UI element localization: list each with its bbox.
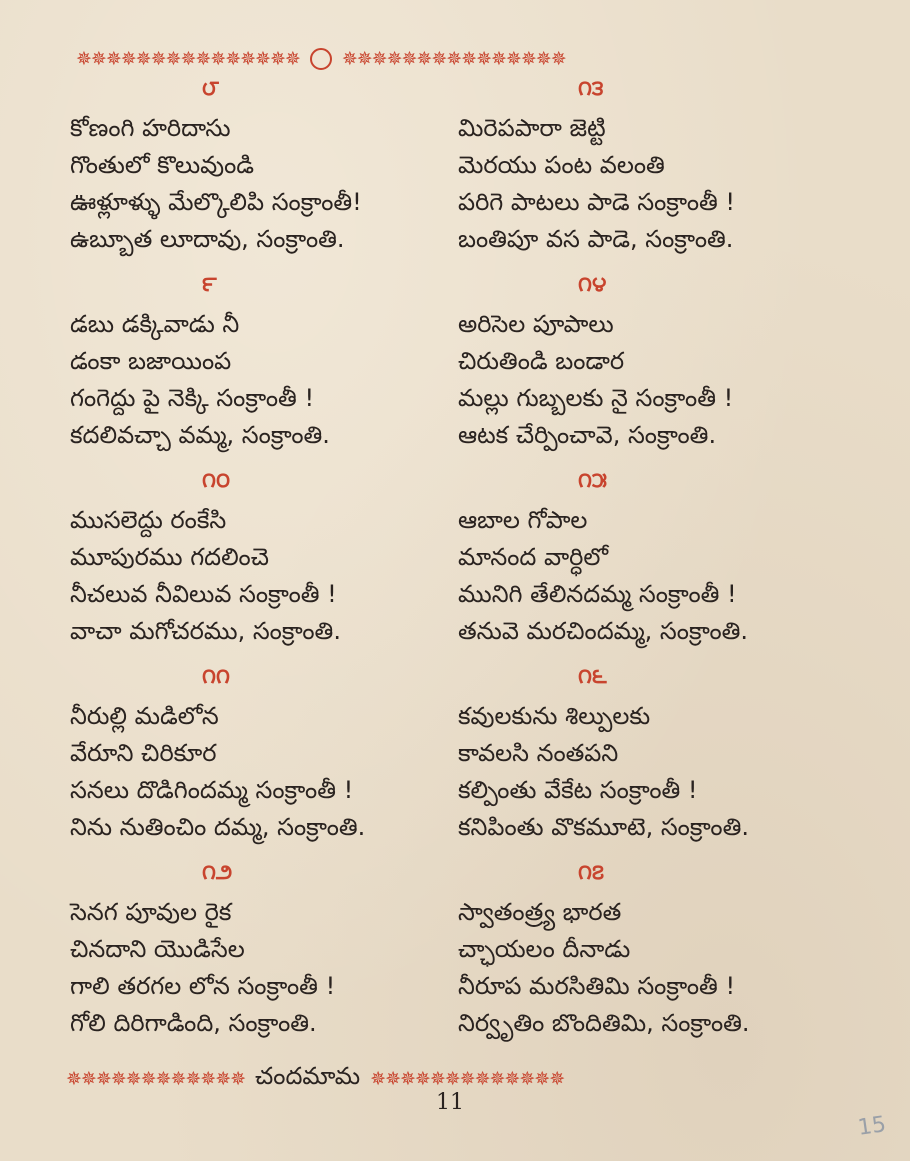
verse-line: చ్ఛాయలం దీనాడు [458, 935, 631, 963]
stanza [458, 660, 858, 856]
verse-line: గంగెద్దు పై నెక్కి సంక్రాంతీ ! [70, 384, 315, 412]
verse-line: ఆబాల గోపాల [458, 506, 588, 534]
verse-line: స్వాతంత్ర్య భారత [458, 898, 622, 926]
verse-line: మునిగి తేలినదమ్మ సంక్రాంతీ ! [458, 580, 737, 608]
right-column [458, 72, 858, 1052]
verse-line: సనలు దొడిగిందమ్మ సంక్రాంతీ ! [70, 776, 354, 804]
verse-line: కావలసి నంతపని [458, 739, 619, 767]
verse-line: నిను నుతించిం దమ్మ, సంక్రాంతి. [70, 813, 366, 841]
verse-line: తనువె మరచిందమ్మ, సంక్రాంతి. [458, 617, 749, 645]
stanza [458, 464, 858, 660]
stanza [458, 856, 858, 1052]
stanza-number: ౧౭ [578, 860, 604, 884]
verse-line: కల్పింతు వేకేట సంక్రాంతీ ! [458, 776, 698, 804]
stanza-number: ౧౫ [578, 468, 607, 492]
left-column [70, 72, 470, 1052]
stanza [70, 464, 470, 660]
page-number: 11 [436, 1090, 464, 1115]
verse-line: కనిపింతు వొకమూటె, సంక్రాంతి. [458, 813, 749, 841]
stanza-number: ౯ [202, 272, 217, 296]
verse-line: మానంద వార్ధిలో [458, 543, 609, 571]
verse-line: డంకా బజాయింప [70, 347, 232, 375]
verse-line: నీచలువ నీవిలువ సంక్రాంతీ ! [70, 580, 337, 608]
verse-line: గోలి దిరిగాడింది, సంక్రాంతి. [70, 1009, 317, 1037]
pencil-annotation: 15 [856, 1112, 888, 1141]
verse-line: వాచా మగోచరము, సంక్రాంతి. [70, 617, 341, 645]
bottom-border-stars-right: ✵✵✵✵✵✵✵✵✵✵✵✵✵ [370, 1067, 565, 1090]
verse-line: డబు డక్కివాడు నీ [70, 310, 240, 338]
verse-line: ఉబ్బూత లూదావు, సంక్రాంతి. [70, 225, 345, 253]
verse-line: మిరెపపారా జెట్టి [458, 114, 606, 142]
verse-line: మూపురము గదలించె [70, 543, 269, 571]
circle-ornament-icon [310, 48, 332, 70]
verse-line: చినదాని యొడిసేల [70, 935, 245, 963]
bottom-border-stars-left: ✵✵✵✵✵✵✵✵✵✵✵✵ [66, 1067, 246, 1090]
verse-line: కోణంగి హరిదాసు [70, 114, 231, 142]
verse-line: మెరయు పంట వలంతి [458, 151, 665, 179]
stanza-number: ౧౨ [202, 860, 233, 884]
verse-line: కవులకును శిల్పులకు [458, 702, 651, 730]
stanza-number: ౧౦ [202, 468, 231, 492]
verse-line: ఊళ్లూళ్ళు మేల్కొలిపి సంక్రాంతీ! [70, 188, 362, 216]
top-border-stars-right: ✵✵✵✵✵✵✵✵✵✵✵✵✵✵✵ [341, 47, 566, 70]
verse-line: వేరూని చిరికూర [70, 739, 217, 767]
verse-line: సెనగ పూవుల రైక [70, 898, 232, 926]
stanza [70, 856, 470, 1052]
stanza [70, 660, 470, 856]
magazine-title: చందమామ [255, 1064, 361, 1090]
verse-line: ఆటక చేర్పించావె, సంక్రాంతి. [458, 421, 717, 449]
verse-line: చిరుతిండి బండార [458, 347, 625, 375]
verse-line: కదలివచ్చా వమ్మ, సంక్రాంతి. [70, 421, 330, 449]
stanza-number: ౧౬ [578, 664, 607, 688]
verse-line: మల్లు గుబ్బలకు నై సంక్రాంతీ ! [458, 384, 734, 412]
verse-line: గాలి తరగల లోన సంక్రాంతీ ! [70, 972, 336, 1000]
verse-line: నిర్వృతిం బొందితిమి, సంక్రాంతి. [458, 1009, 750, 1037]
stanza [458, 72, 858, 268]
verse-line: బంతిపూ వస పాడె, సంక్రాంతి. [458, 225, 734, 253]
top-border-stars-left: ✵✵✵✵✵✵✵✵✵✵✵✵✵✵✵ [76, 47, 300, 70]
stanza-number: ౧౧ [202, 664, 230, 688]
stanza [458, 268, 858, 464]
verse-line: నీరూప మరసితిమి సంక్రాంతీ ! [458, 972, 736, 1000]
verse-line: అరిసెల పూపాలు [458, 310, 614, 338]
stanza-number: ౧౪ [578, 272, 607, 296]
top-ornamental-border [76, 44, 836, 74]
stanza [70, 72, 470, 268]
verse-line: ముసలెద్దు రంకేసి [70, 506, 227, 534]
stanza [70, 268, 470, 464]
stanza-number: ౮ [202, 76, 219, 100]
verse-line: పరిగె పాటలు పాడె సంక్రాంతీ ! [458, 188, 736, 216]
verse-line: గొంతులో కొలువుండి [70, 151, 255, 179]
stanza-number: ౧౩ [578, 76, 604, 100]
verse-line: నీరుల్లి మడిలోన [70, 702, 219, 730]
